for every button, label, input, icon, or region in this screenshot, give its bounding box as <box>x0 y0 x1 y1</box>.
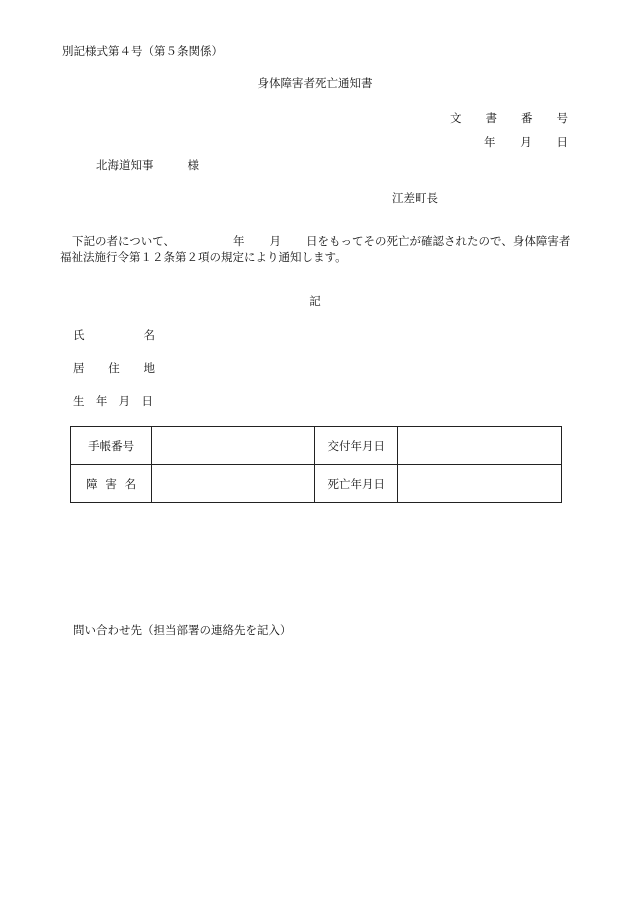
name-label-char: 名 <box>143 328 155 342</box>
disability-label-char: 名 <box>124 476 137 491</box>
birthdate-label-char: 年 <box>95 394 108 408</box>
doc-number-char: 書 <box>485 111 497 125</box>
sender: 江差町長 <box>392 191 438 205</box>
address-label-char: 居 <box>73 361 85 375</box>
address-label-char: 住 <box>108 361 120 375</box>
table-row <box>71 427 562 465</box>
handbook-number-field[interactable] <box>152 427 315 465</box>
birthdate-label-char: 生 <box>73 394 85 408</box>
body-text-part2: 日をもってその死亡が確認されたので、身体障害者福祉法施行令第１２条第２項の規定により通知します。 <box>60 234 571 265</box>
issue-date-header: 交付年月日 <box>315 427 397 465</box>
disability-label-char: 障 <box>86 476 98 491</box>
doc-number-char: 番 <box>521 111 533 125</box>
table-row <box>71 465 562 503</box>
date-month: 月 <box>520 135 532 149</box>
addressee-honorific: 様 <box>187 158 199 172</box>
ki-heading: 記 <box>309 294 321 308</box>
birthdate-label <box>73 396 153 408</box>
name-label <box>73 330 155 342</box>
form-number: 別記様式第４号（第５条関係） <box>62 44 223 58</box>
disability-name-field[interactable] <box>152 465 315 503</box>
doc-number-char: 文 <box>450 111 462 125</box>
handbook-number-label: 手帳番号 <box>71 427 152 465</box>
body-year: 年 <box>233 234 245 248</box>
document-title: 身体障害者死亡通知書 <box>257 76 373 90</box>
birthdate-label-char: 月 <box>118 394 131 408</box>
date-year: 年 <box>484 135 496 149</box>
doc-number-char: 号 <box>556 111 568 125</box>
address-label-char: 地 <box>143 361 155 375</box>
date-day: 日 <box>556 135 568 149</box>
contact-info: 問い合わせ先（担当部署の連絡先を記入） <box>73 623 292 637</box>
body-text-part1: 下記の者について、 <box>72 234 176 248</box>
info-table <box>70 426 562 503</box>
body-month: 月 <box>269 234 282 248</box>
address-label <box>73 363 155 375</box>
name-label-char: 氏 <box>73 328 85 342</box>
document-number-label <box>450 113 568 125</box>
disability-label-char: 害 <box>105 476 117 491</box>
addressee-name: 北海道知事 <box>96 158 154 172</box>
issue-date-field[interactable] <box>397 427 561 465</box>
body-paragraph <box>60 233 580 266</box>
death-date-field[interactable] <box>397 465 561 503</box>
death-date-header: 死亡年月日 <box>315 465 397 503</box>
disability-name-label <box>71 465 152 503</box>
birthdate-label-char: 日 <box>141 394 153 408</box>
addressee <box>96 160 199 172</box>
issue-date-label <box>484 137 568 149</box>
